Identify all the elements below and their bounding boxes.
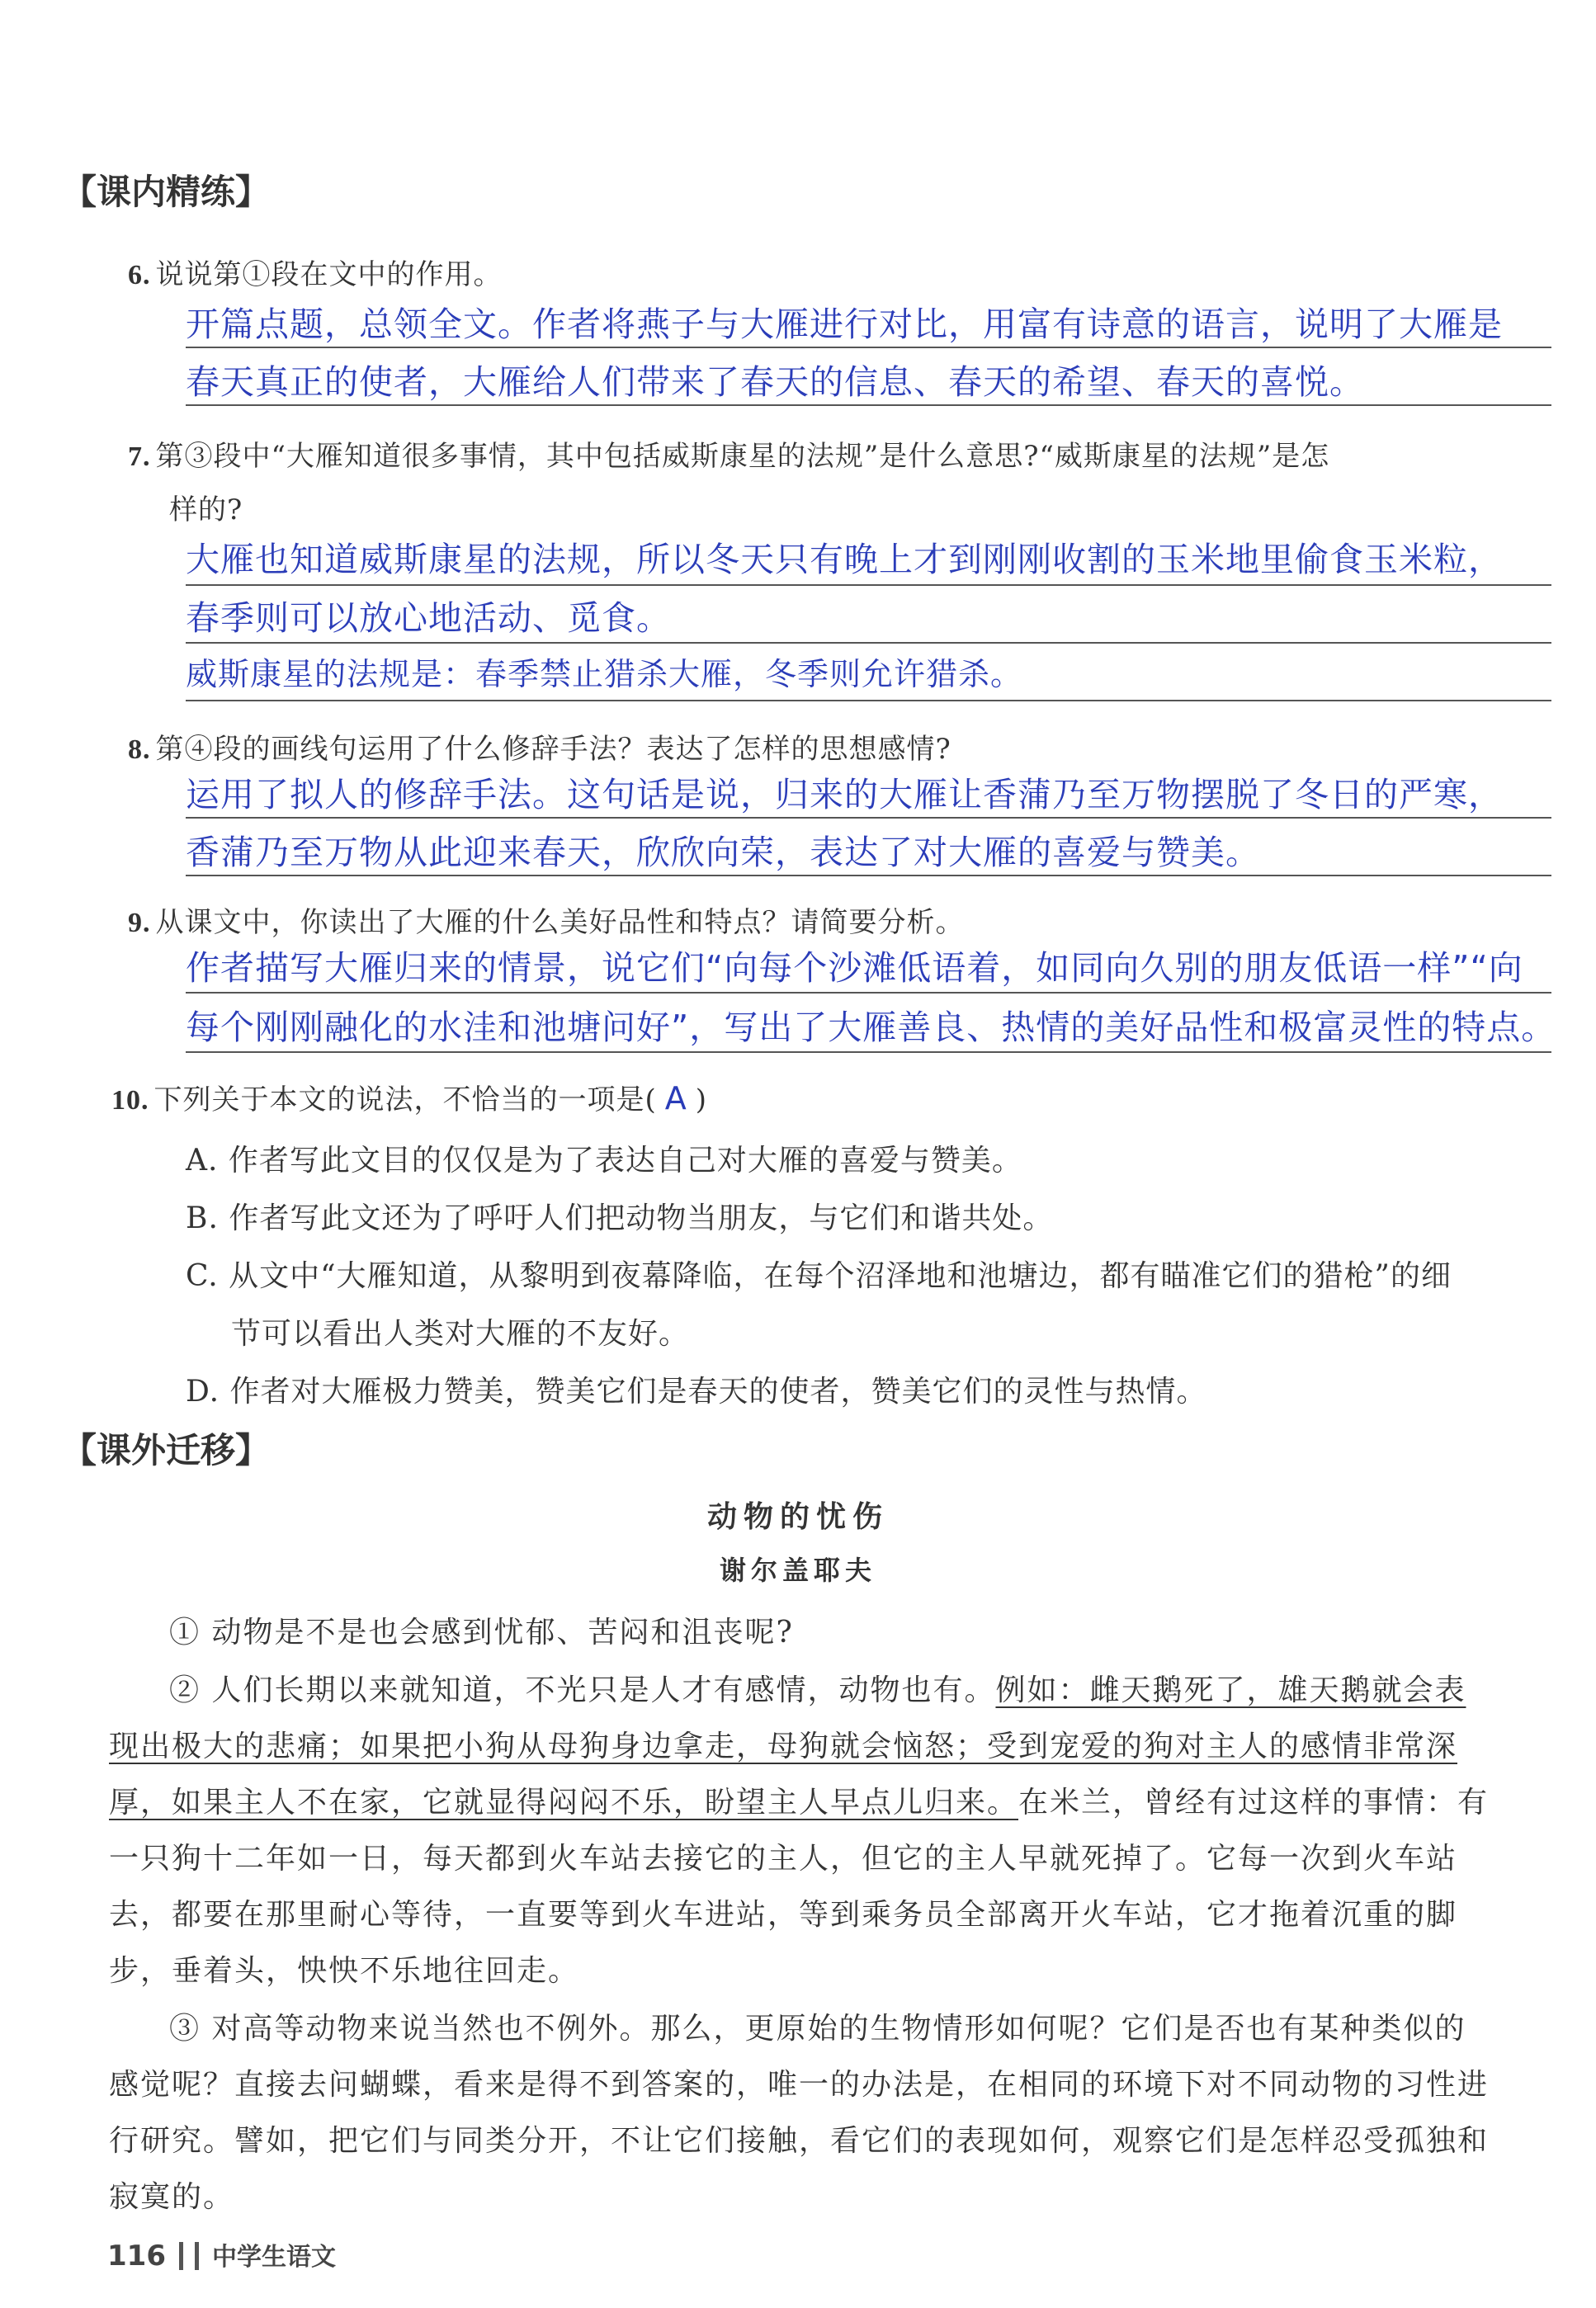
question-number: 6.	[128, 260, 151, 290]
magazine-name: 中学生语文	[211, 2243, 336, 2272]
answer-rule	[186, 584, 1551, 586]
question-text: 第④段的画线句运用了什么修辞手法？表达了怎样的思想感情?	[155, 733, 951, 766]
paragraph-2-line	[109, 1723, 1457, 1765]
question-text: 下列关于本文的说法，不恰当的一项是(	[153, 1083, 657, 1116]
question-number: 9.	[128, 908, 151, 938]
text: ② 人们长期以来就知道，不光只是人才有感情，动物也有。	[169, 1673, 996, 1707]
question-6	[128, 252, 503, 292]
question-7-cont: 样的?	[169, 493, 243, 526]
underlined-text: 现出极大的悲痛；如果把小狗从母狗身边拿走，母狗就会恼怒；受到宠爱的狗对主人的感情非常深	[109, 1730, 1458, 1763]
question-text: 第③段中“大雁知道很多事情，其中包括威斯康星的法规”是什么意思?“威斯康星的法规”是怎	[155, 440, 1330, 473]
paragraph-2-line	[169, 1667, 1466, 1709]
question-text: 从课文中，你读出了大雁的什么美好品性和特点？请简要分析。	[155, 906, 965, 939]
answer-line: 春季则可以放心地活动、觅食。	[186, 598, 671, 638]
answer-line: 运用了拟人的修辞手法。这句话是说，归来的大雁让香蒲乃至万物摆脱了冬日的严寒，	[186, 775, 1503, 814]
answer-line: 威斯康星的法规是：春季禁止猎杀大雁，冬季则允许猎杀。	[186, 656, 1023, 692]
answer-line: 开篇点题，总领全文。作者将燕子与大雁进行对比，用富有诗意的语言，说明了大雁是	[186, 304, 1503, 344]
answer-line: 香蒲乃至万物从此迎来春天，欣欣向荣，表达了对大雁的喜爱与赞美。	[186, 833, 1260, 872]
answer-rule	[186, 875, 1551, 876]
underlined-text: 厚，如果主人不在家，它就显得闷闷不乐，盼望主人早点儿归来。	[109, 1786, 1019, 1819]
page-number: 116	[107, 2240, 166, 2273]
paragraph-2-line: 去，都要在那里耐心等待，一直要等到火车进站，等到乘务员全部离开火车站，它才拖着沉重的脚	[109, 1898, 1458, 1932]
question-9	[128, 899, 965, 940]
answer-rule	[186, 642, 1551, 644]
option-b: B. 作者写此文还为了呼吁人们把动物当朋友，与它们和谐共处。	[186, 1201, 1054, 1235]
option-d: D. 作者对大雁极力赞美，赞美它们是春天的使者，赞美它们的灵性与热情。	[186, 1375, 1207, 1409]
page	[17, 17, 1579, 2291]
question-8	[128, 726, 951, 767]
option-c: C. 从文中“大雁知道，从黎明到夜幕降临，在每个沼泽地和池塘边，都有瞄准它们的猎枪”的细	[186, 1259, 1452, 1293]
question-text-close: )	[695, 1083, 708, 1116]
question-7	[128, 433, 1329, 474]
question-number: 8.	[128, 734, 151, 765]
article-title: 动物的忧伤	[706, 1499, 889, 1534]
section-heading-in-class: 【课内精练】	[62, 172, 271, 212]
divider-bars	[179, 2242, 199, 2270]
answer-line: 每个刚刚融化的水洼和池塘问好”，写出了大雁善良、热情的美好品性和极富灵性的特点。	[186, 1008, 1556, 1047]
answer-line: 大雁也知道威斯康星的法规，所以冬天只有晚上才到刚刚收割的玉米地里偷食玉米粒，	[186, 540, 1503, 579]
paragraph-3-line: 感觉呢？直接去问蝴蝶，看来是得不到答案的，唯一的办法是，在相同的环境下对不同动物的习性进	[109, 2068, 1490, 2102]
paragraph-3-line: 寂寞的。	[109, 2180, 235, 2214]
question-10	[111, 1077, 707, 1117]
question-number: 10.	[111, 1085, 149, 1116]
answer-rule	[186, 817, 1551, 819]
paragraph-3-line: 行研究。譬如，把它们与同类分开，不让它们接触，看它们的表现如何，观察它们是怎样忍受孤独和	[109, 2124, 1490, 2158]
paragraph-2-line	[109, 1779, 1489, 1821]
page-footer	[107, 2236, 336, 2273]
answer-rule	[186, 1051, 1551, 1053]
answer-rule	[186, 347, 1551, 348]
paragraph-3-line: ③ 对高等动物来说当然也不例外。那么，更原始的生物情形如何呢？它们是否也有某种类似的	[169, 2012, 1466, 2046]
question-text: 说说第①段在文中的作用。	[155, 258, 503, 291]
answer-rule	[186, 700, 1551, 701]
section-heading-extra: 【课外迁移】	[62, 1430, 271, 1470]
article-author: 谢尔盖耶夫	[719, 1555, 876, 1586]
answer-choice: A	[664, 1080, 687, 1116]
option-a: A. 作者写此文目的仅仅是为了表达自己对大雁的喜爱与赞美。	[186, 1144, 1022, 1178]
text: 在米兰，曾经有过这样的事情：有	[1018, 1786, 1490, 1819]
paragraph-2-line: 步，垂着头，怏怏不乐地往回走。	[109, 1954, 580, 1988]
answer-rule	[186, 404, 1551, 406]
question-number: 7.	[128, 441, 151, 472]
answer-rule	[186, 992, 1551, 994]
option-c-cont: 节可以看出人类对大雁的不友好。	[231, 1317, 690, 1351]
paragraph-1: ① 动物是不是也会感到忧郁、苦闷和沮丧呢?	[169, 1616, 794, 1650]
paragraph-2-line: 一只狗十二年如一日，每天都到火车站去接它的主人，但它的主人早就死掉了。它每一次到火车站	[109, 1842, 1458, 1876]
answer-line: 春天真正的使者，大雁给人们带来了春天的信息、春天的希望、春天的喜悦。	[186, 362, 1364, 402]
answer-line: 作者描写大雁归来的情景，说它们“向每个沙滩低语着，如同向久别的朋友低语一样”“向	[186, 948, 1523, 988]
underlined-text: 例如：雌天鹅死了，雄天鹅就会表	[995, 1673, 1466, 1707]
